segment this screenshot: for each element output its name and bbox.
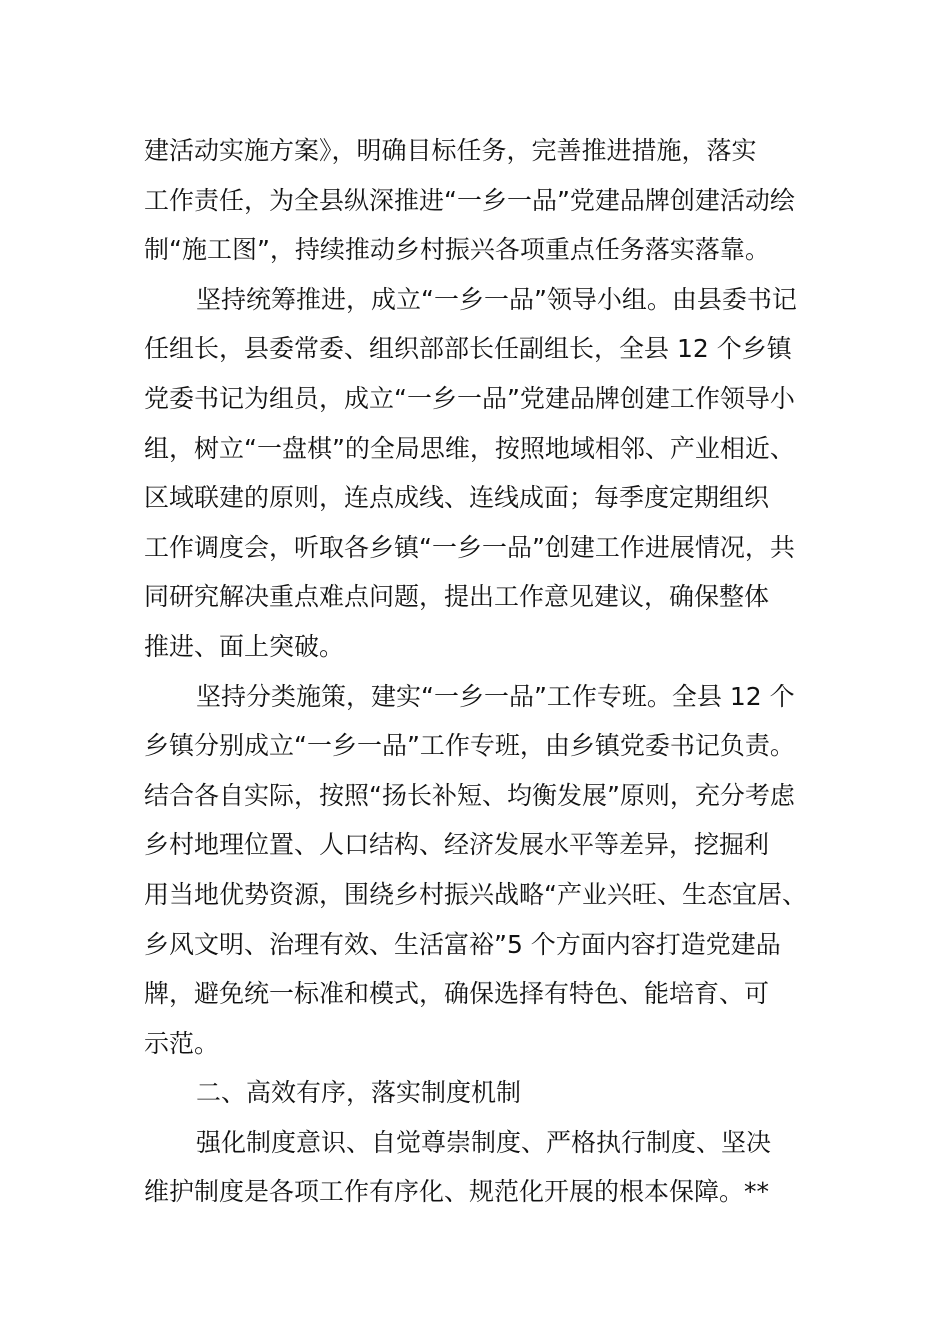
text-line: 建活动实施方案》，明确目标任务，完善推进措施，落实 bbox=[144, 136, 757, 165]
text-line: 工作调度会，听取各乡镇“一乡一品”创建工作进展情况，共 bbox=[144, 532, 795, 562]
text-line: 党委书记为组员，成立“一乡一品”党建品牌创建工作领导小 bbox=[144, 383, 795, 413]
text-line: 工作责任，为全县纵深推进“一乡一品”党建品牌创建活动绘 bbox=[144, 185, 795, 215]
text-line: 任组长，县委常委、组织部部长任副组长，全县 12 个乡镇 bbox=[144, 334, 792, 364]
text-line: 推进、面上突破。 bbox=[144, 631, 345, 661]
document-body bbox=[144, 126, 824, 1217]
paragraph-start-line: 坚持分类施策，建实“一乡一品”工作专班。全县 12 个 bbox=[196, 681, 795, 711]
section-heading: 二、高效有序，落实制度机制 bbox=[196, 1078, 522, 1108]
text-line: 结合各自实际，按照“扬长补短、均衡发展”原则，充分考虑 bbox=[144, 780, 795, 810]
text-line: 同研究解决重点难点问题，提出工作意见建议，确保整体 bbox=[144, 582, 770, 612]
text-line: 示范。 bbox=[144, 1028, 220, 1058]
text-line: 组，树立“一盘棋”的全局思维，按照地域相邻、产业相近、 bbox=[144, 433, 795, 463]
paragraph-start-line: 坚持统筹推进，成立“一乡一品”领导小组。由县委书记 bbox=[196, 284, 797, 314]
text-line: 用当地优势资源，围绕乡村振兴战略“产业兴旺、生态宜居、 bbox=[144, 879, 807, 909]
text-line: 制“施工图”，持续推动乡村振兴各项重点任务落实落靠。 bbox=[144, 235, 770, 265]
text-line: 乡镇分别成立“一乡一品”工作专班，由乡镇党委书记负责。 bbox=[144, 731, 795, 761]
text-line: 牌，避免统一标准和模式，确保选择有特色、能培育、可 bbox=[144, 979, 770, 1009]
text-line: 乡村地理位置、人口结构、经济发展水平等差异，挖掘利 bbox=[144, 830, 770, 860]
text-line: 区域联建的原则，连点成线、连线成面；每季度定期组织 bbox=[144, 483, 770, 513]
text-line: 维护制度是各项工作有序化、规范化开展的根本保障。** bbox=[144, 1177, 770, 1207]
paragraph-start-line: 强化制度意识、自觉尊崇制度、严格执行制度、坚决 bbox=[196, 1127, 772, 1157]
text-line: 乡风文明、治理有效、生活富裕”5 个方面内容打造党建品 bbox=[144, 929, 781, 959]
